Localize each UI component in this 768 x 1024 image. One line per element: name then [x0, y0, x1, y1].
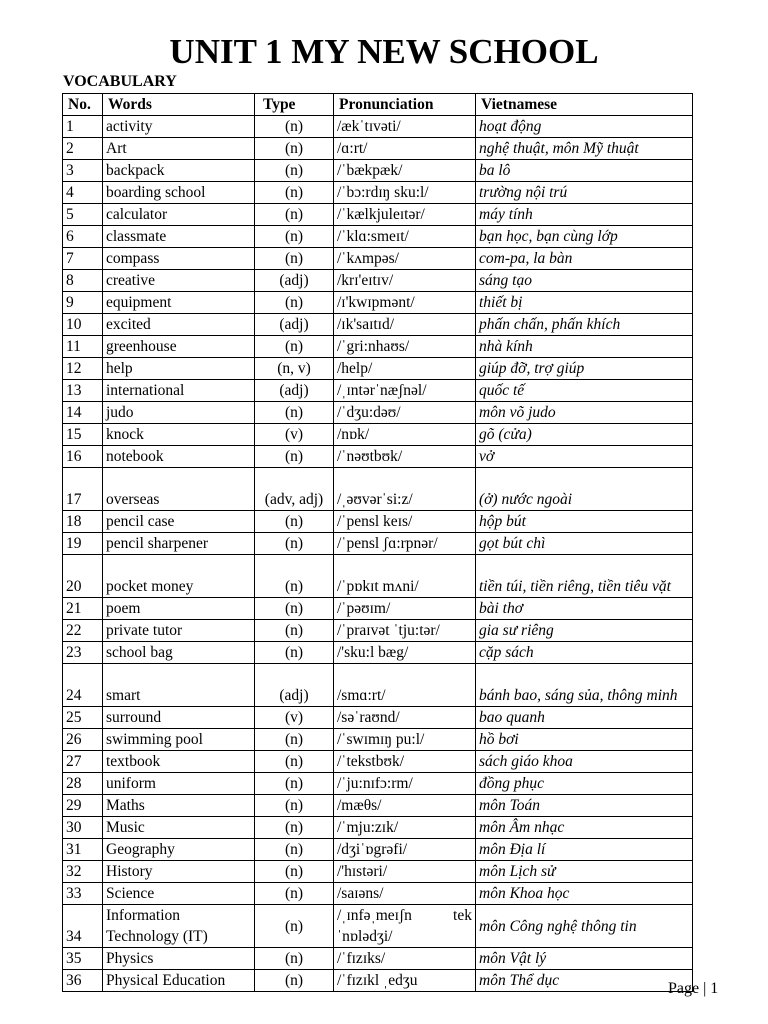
vocabulary-table	[62, 93, 693, 992]
table-row	[63, 970, 693, 992]
row-number: 10	[63, 314, 103, 336]
pronunciation-cell: /ˈpraɪvət ˈtju:tər/	[334, 620, 476, 642]
pronunciation-cell: /'sku:l bæg/	[334, 642, 476, 664]
type-cell: (n)	[255, 182, 334, 204]
word-cell: poem	[103, 598, 255, 620]
pronunciation-cell: /ˈmju:zɪk/	[334, 817, 476, 839]
word-cell: judo	[103, 402, 255, 424]
row-number: 33	[63, 883, 103, 905]
type-cell: (n)	[255, 204, 334, 226]
word-cell: notebook	[103, 446, 255, 468]
word-cell: Music	[103, 817, 255, 839]
word-cell: Science	[103, 883, 255, 905]
table-row	[63, 905, 693, 948]
table-row	[63, 182, 693, 204]
type-cell: (n)	[255, 751, 334, 773]
pronunciation-cell: /ˈpensl keɪs/	[334, 511, 476, 533]
pronunciation-cell: /səˈraʊnd/	[334, 707, 476, 729]
row-number: 27	[63, 751, 103, 773]
pronunciation-cell: /ˈbɔ:rdɪŋ sku:l/	[334, 182, 476, 204]
type-cell: (adv, adj)	[255, 468, 334, 511]
table-row	[63, 138, 693, 160]
word-cell: activity	[103, 116, 255, 138]
word-cell: Physics	[103, 948, 255, 970]
type-cell: (n)	[255, 839, 334, 861]
word-cell: calculator	[103, 204, 255, 226]
vietnamese-cell: môn Lịch sử	[476, 861, 693, 883]
row-number: 22	[63, 620, 103, 642]
type-cell: (n)	[255, 795, 334, 817]
word-cell: overseas	[103, 468, 255, 511]
word-cell: Maths	[103, 795, 255, 817]
table-row	[63, 358, 693, 380]
pronunciation-cell: /ˈgri:nhaʊs/	[334, 336, 476, 358]
vietnamese-cell: ba lô	[476, 160, 693, 182]
word-cell: equipment	[103, 292, 255, 314]
type-cell: (n)	[255, 138, 334, 160]
vietnamese-cell: com-pa, la bàn	[476, 248, 693, 270]
row-number: 15	[63, 424, 103, 446]
row-number: 11	[63, 336, 103, 358]
type-cell: (n)	[255, 948, 334, 970]
header-type: Type	[255, 94, 334, 116]
type-cell: (v)	[255, 424, 334, 446]
word-cell: backpack	[103, 160, 255, 182]
header-pronunciation: Pronunciation	[334, 94, 476, 116]
pronunciation-cell: /ˈkælkjuleɪtər/	[334, 204, 476, 226]
vietnamese-cell: hoạt động	[476, 116, 693, 138]
table-row	[63, 292, 693, 314]
pronunciation-cell: /ˈfɪzɪkl ˌedʒu	[334, 970, 476, 992]
table-row	[63, 620, 693, 642]
pronunciation-cell: /ˈpensl ʃɑ:rpnər/	[334, 533, 476, 555]
vietnamese-cell: bánh bao, sáng sủa, thông minh	[476, 664, 693, 707]
vietnamese-cell: môn Khoa học	[476, 883, 693, 905]
table-row	[63, 116, 693, 138]
row-number: 31	[63, 839, 103, 861]
type-cell: (n)	[255, 248, 334, 270]
pronunciation-cell: /ˌəʊvərˈsi:z/	[334, 468, 476, 511]
type-cell: (n)	[255, 883, 334, 905]
type-cell: (n, v)	[255, 358, 334, 380]
word-cell: private tutor	[103, 620, 255, 642]
pronunciation-cell: /ɪ'kwɪpmənt/	[334, 292, 476, 314]
vietnamese-cell: gia sư riêng	[476, 620, 693, 642]
pronunciation-cell: /ˌɪntərˈnæʃnəl/	[334, 380, 476, 402]
word-cell: compass	[103, 248, 255, 270]
word-cell: pencil sharpener	[103, 533, 255, 555]
vietnamese-cell: sách giáo khoa	[476, 751, 693, 773]
pronunciation-cell: /ɑ:rt/	[334, 138, 476, 160]
row-number: 12	[63, 358, 103, 380]
table-row	[63, 446, 693, 468]
vietnamese-cell: môn Thể dục	[476, 970, 693, 992]
word-cell: pocket money	[103, 555, 255, 598]
row-number: 20	[63, 555, 103, 598]
table-row	[63, 861, 693, 883]
vietnamese-cell: bao quanh	[476, 707, 693, 729]
pronunciation-cell: /ˈpəʊɪm/	[334, 598, 476, 620]
pronunciation-cell: /ˈkʌmpəs/	[334, 248, 476, 270]
vietnamese-cell: hồ bơi	[476, 729, 693, 751]
vietnamese-cell: phấn chấn, phấn khích	[476, 314, 693, 336]
word-cell: excited	[103, 314, 255, 336]
header-no: No.	[63, 94, 103, 116]
table-row	[63, 555, 693, 598]
vietnamese-cell: môn Công nghệ thông tin	[476, 905, 693, 948]
row-number: 25	[63, 707, 103, 729]
table-row	[63, 883, 693, 905]
type-cell: (adj)	[255, 270, 334, 292]
row-number: 26	[63, 729, 103, 751]
pronunciation-cell: /saɪəns/	[334, 883, 476, 905]
pronunciation-cell: /nɒk/	[334, 424, 476, 446]
vietnamese-cell: quốc tế	[476, 380, 693, 402]
pronunciation-cell: /ˈnəʊtbʊk/	[334, 446, 476, 468]
row-number: 18	[63, 511, 103, 533]
pronunciation-cell: /ˈdʒu:dəʊ/	[334, 402, 476, 424]
type-cell: (n)	[255, 402, 334, 424]
pronunciation-cell: /dʒiˈɒgrəfi/	[334, 839, 476, 861]
word-cell: surround	[103, 707, 255, 729]
row-number: 3	[63, 160, 103, 182]
type-cell: (n)	[255, 511, 334, 533]
row-number: 5	[63, 204, 103, 226]
table-header-row	[63, 94, 693, 116]
vietnamese-cell: gọt bút chì	[476, 533, 693, 555]
pronunciation-cell: /krɪ'eɪtɪv/	[334, 270, 476, 292]
vietnamese-cell: sáng tạo	[476, 270, 693, 292]
type-cell: (n)	[255, 533, 334, 555]
word-cell: Information Technology (IT)	[103, 905, 255, 948]
row-number: 19	[63, 533, 103, 555]
row-number: 21	[63, 598, 103, 620]
vietnamese-cell: thiết bị	[476, 292, 693, 314]
row-number: 30	[63, 817, 103, 839]
type-cell: (n)	[255, 226, 334, 248]
table-row	[63, 424, 693, 446]
vietnamese-cell: môn võ judo	[476, 402, 693, 424]
vietnamese-cell: bạn học, bạn cùng lớp	[476, 226, 693, 248]
vietnamese-cell: môn Âm nhạc	[476, 817, 693, 839]
table-row	[63, 380, 693, 402]
row-number: 7	[63, 248, 103, 270]
word-cell: swimming pool	[103, 729, 255, 751]
row-number: 35	[63, 948, 103, 970]
pronunciation-cell: /ˈfɪzɪks/	[334, 948, 476, 970]
vietnamese-cell: (ở) nước ngoài	[476, 468, 693, 511]
page-title: UNIT 1 MY NEW SCHOOL	[169, 32, 599, 71]
header-words: Words	[103, 94, 255, 116]
word-cell: textbook	[103, 751, 255, 773]
table-row	[63, 248, 693, 270]
type-cell: (n)	[255, 642, 334, 664]
row-number: 9	[63, 292, 103, 314]
type-cell: (n)	[255, 116, 334, 138]
row-number: 14	[63, 402, 103, 424]
table-row	[63, 402, 693, 424]
type-cell: (n)	[255, 905, 334, 948]
table-row	[63, 204, 693, 226]
row-number: 16	[63, 446, 103, 468]
pronunciation-cell: /ˈswɪmɪŋ pu:l/	[334, 729, 476, 751]
pronunciation-cell: /ˈju:nɪfɔ:rm/	[334, 773, 476, 795]
table-row	[63, 664, 693, 707]
page-number: Page | 1	[668, 980, 719, 997]
pronunciation-cell: /help/	[334, 358, 476, 380]
type-cell: (n)	[255, 446, 334, 468]
type-cell: (n)	[255, 160, 334, 182]
pronunciation-cell: /ˈbækpæk/	[334, 160, 476, 182]
table-row	[63, 533, 693, 555]
vietnamese-cell: bài thơ	[476, 598, 693, 620]
type-cell: (n)	[255, 598, 334, 620]
vietnamese-cell: máy tính	[476, 204, 693, 226]
vietnamese-cell: môn Địa lí	[476, 839, 693, 861]
pronunciation-cell: /smɑ:rt/	[334, 664, 476, 707]
word-cell: History	[103, 861, 255, 883]
row-number: 29	[63, 795, 103, 817]
table-row	[63, 751, 693, 773]
row-number: 32	[63, 861, 103, 883]
word-cell: smart	[103, 664, 255, 707]
type-cell: (n)	[255, 620, 334, 642]
row-number: 6	[63, 226, 103, 248]
vietnamese-cell: gõ (cửa)	[476, 424, 693, 446]
word-cell: greenhouse	[103, 336, 255, 358]
row-number: 2	[63, 138, 103, 160]
table-row	[63, 795, 693, 817]
row-number: 4	[63, 182, 103, 204]
table-row	[63, 226, 693, 248]
type-cell: (adj)	[255, 664, 334, 707]
vietnamese-cell: trường nội trú	[476, 182, 693, 204]
row-number: 28	[63, 773, 103, 795]
vietnamese-cell: giúp đỡ, trợ giúp	[476, 358, 693, 380]
pronunciation-cell: /'hɪstəri/	[334, 861, 476, 883]
word-cell: pencil case	[103, 511, 255, 533]
table-row	[63, 839, 693, 861]
type-cell: (adj)	[255, 314, 334, 336]
word-cell: classmate	[103, 226, 255, 248]
table-row	[63, 948, 693, 970]
pronunciation-cell: /ˌɪnfəˌmeɪʃn tek ˈnɒlədʒi/	[334, 905, 476, 948]
pronunciation-cell: /ɪk'saɪtɪd/	[334, 314, 476, 336]
row-number: 36	[63, 970, 103, 992]
type-cell: (n)	[255, 970, 334, 992]
table-row	[63, 270, 693, 292]
vietnamese-cell: môn Toán	[476, 795, 693, 817]
table-row	[63, 817, 693, 839]
type-cell: (n)	[255, 336, 334, 358]
section-heading: VOCABULARY	[63, 73, 177, 90]
table-row	[63, 729, 693, 751]
row-number: 23	[63, 642, 103, 664]
type-cell: (n)	[255, 292, 334, 314]
vietnamese-cell: hộp bút	[476, 511, 693, 533]
row-number: 17	[63, 468, 103, 511]
row-number: 1	[63, 116, 103, 138]
word-cell: Art	[103, 138, 255, 160]
word-cell: school bag	[103, 642, 255, 664]
word-cell: Physical Education	[103, 970, 255, 992]
table-row	[63, 314, 693, 336]
type-cell: (n)	[255, 555, 334, 598]
header-vietnamese: Vietnamese	[476, 94, 693, 116]
type-cell: (n)	[255, 817, 334, 839]
row-number: 13	[63, 380, 103, 402]
vietnamese-cell: tiền túi, tiền riêng, tiền tiêu vặt	[476, 555, 693, 598]
word-cell: knock	[103, 424, 255, 446]
word-cell: help	[103, 358, 255, 380]
table-row	[63, 707, 693, 729]
pronunciation-cell: /ækˈtɪvəti/	[334, 116, 476, 138]
table-row	[63, 773, 693, 795]
row-number: 34	[63, 905, 103, 948]
pronunciation-cell: /ˈklɑ:smeɪt/	[334, 226, 476, 248]
type-cell: (n)	[255, 773, 334, 795]
vietnamese-cell: nghệ thuật, môn Mỹ thuật	[476, 138, 693, 160]
pronunciation-cell: /ˈpɒkɪt mʌni/	[334, 555, 476, 598]
table-row	[63, 642, 693, 664]
type-cell: (v)	[255, 707, 334, 729]
word-cell: uniform	[103, 773, 255, 795]
type-cell: (adj)	[255, 380, 334, 402]
vietnamese-cell: môn Vật lý	[476, 948, 693, 970]
word-cell: boarding school	[103, 182, 255, 204]
vietnamese-cell: đồng phục	[476, 773, 693, 795]
word-cell: creative	[103, 270, 255, 292]
table-row	[63, 598, 693, 620]
table-row	[63, 336, 693, 358]
vietnamese-cell: nhà kính	[476, 336, 693, 358]
pronunciation-cell: /ˈtekstbʊk/	[334, 751, 476, 773]
row-number: 24	[63, 664, 103, 707]
pronunciation-cell: /mæθs/	[334, 795, 476, 817]
type-cell: (n)	[255, 861, 334, 883]
table-row	[63, 511, 693, 533]
table-row	[63, 468, 693, 511]
type-cell: (n)	[255, 729, 334, 751]
word-cell: international	[103, 380, 255, 402]
word-cell: Geography	[103, 839, 255, 861]
vietnamese-cell: vở	[476, 446, 693, 468]
row-number: 8	[63, 270, 103, 292]
table-row	[63, 160, 693, 182]
vietnamese-cell: cặp sách	[476, 642, 693, 664]
